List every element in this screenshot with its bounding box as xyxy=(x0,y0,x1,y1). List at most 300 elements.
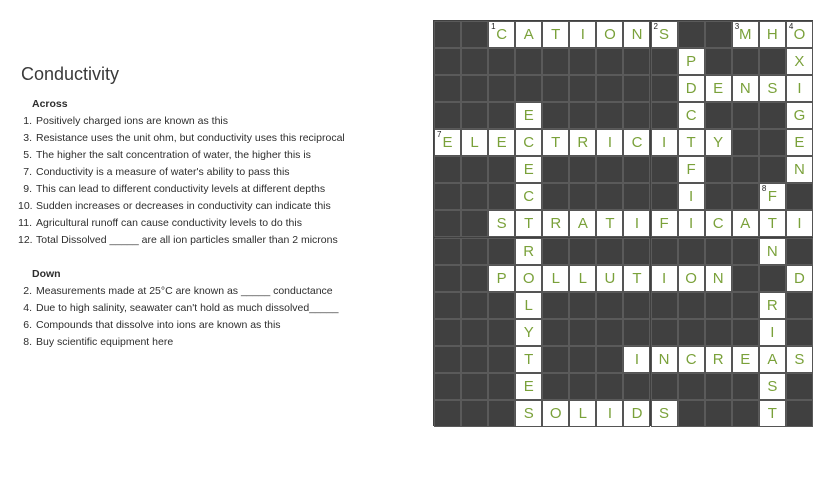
across-clue: 1. Positively charged ions are known as this xyxy=(23,115,229,127)
blocked-cell xyxy=(461,292,488,319)
blocked-cell xyxy=(434,210,461,237)
blocked-cell xyxy=(623,238,650,265)
letter-cell[interactable] xyxy=(786,21,813,48)
blocked-cell xyxy=(596,238,623,265)
cell-letter: O xyxy=(549,404,562,422)
letter-cell[interactable] xyxy=(596,129,623,156)
blocked-cell xyxy=(434,75,461,102)
blocked-cell xyxy=(651,292,678,319)
blocked-cell xyxy=(569,75,596,102)
cell-letter: I xyxy=(797,215,802,233)
blocked-cell xyxy=(569,373,596,400)
blocked-cell xyxy=(461,373,488,400)
letter-cell[interactable] xyxy=(759,373,786,400)
blocked-cell xyxy=(542,156,569,183)
blocked-cell xyxy=(732,265,759,292)
letter-cell[interactable] xyxy=(786,346,813,373)
letter-cell[interactable] xyxy=(569,210,596,237)
cell-letter: I xyxy=(797,80,802,98)
cell-letter: S xyxy=(659,26,670,43)
blocked-cell xyxy=(542,48,569,75)
cell-letter: E xyxy=(794,134,805,152)
blocked-cell xyxy=(488,75,515,102)
clue-number: 2 xyxy=(653,22,658,31)
clue-spacer xyxy=(18,249,418,266)
blocked-cell xyxy=(488,319,515,346)
blocked-cell xyxy=(434,373,461,400)
blocked-cell xyxy=(623,292,650,319)
cell-letter: E xyxy=(442,134,453,152)
letter-cell[interactable] xyxy=(786,102,813,129)
letter-cell[interactable] xyxy=(623,346,650,373)
blocked-cell xyxy=(461,238,488,265)
blocked-cell xyxy=(542,292,569,319)
cell-letter: I xyxy=(607,134,612,152)
letter-cell[interactable] xyxy=(678,75,705,102)
blocked-cell xyxy=(705,400,732,427)
cell-letter: N xyxy=(766,242,778,260)
letter-cell[interactable] xyxy=(759,210,786,237)
blocked-cell xyxy=(678,319,705,346)
cell-letter: A xyxy=(740,215,751,233)
blocked-cell xyxy=(786,400,813,427)
cell-letter: T xyxy=(686,134,696,152)
blocked-cell xyxy=(542,238,569,265)
blocked-cell xyxy=(732,373,759,400)
cell-letter: R xyxy=(523,242,535,260)
blocked-cell xyxy=(488,102,515,129)
letter-cell[interactable] xyxy=(515,373,542,400)
letter-cell[interactable] xyxy=(542,129,569,156)
letter-cell[interactable] xyxy=(759,292,786,319)
blocked-cell xyxy=(623,183,650,210)
cell-letter: R xyxy=(550,215,562,233)
blocked-cell xyxy=(759,48,786,75)
letter-cell[interactable] xyxy=(759,400,786,427)
letter-cell[interactable] xyxy=(786,210,813,237)
blocked-cell xyxy=(705,319,732,346)
letter-cell[interactable] xyxy=(678,346,705,373)
letter-cell[interactable] xyxy=(569,265,596,292)
blocked-cell xyxy=(542,75,569,102)
blocked-cell xyxy=(461,265,488,292)
blocked-cell xyxy=(786,373,813,400)
letter-cell[interactable] xyxy=(488,129,515,156)
cell-letter: L xyxy=(551,269,560,287)
cell-letter: C xyxy=(685,107,697,125)
letter-cell[interactable] xyxy=(678,183,705,210)
letter-cell[interactable] xyxy=(759,183,786,210)
clue-list xyxy=(18,96,418,351)
cell-letter: O xyxy=(793,26,806,43)
cell-letter: C xyxy=(523,134,535,152)
letter-cell[interactable] xyxy=(461,129,488,156)
cell-letter: T xyxy=(767,215,777,233)
blocked-cell xyxy=(786,238,813,265)
across-heading: Across xyxy=(32,98,68,110)
blocked-cell xyxy=(461,400,488,427)
blocked-cell xyxy=(434,156,461,183)
letter-cell[interactable] xyxy=(596,210,623,237)
blocked-cell xyxy=(732,238,759,265)
blocked-cell xyxy=(651,102,678,129)
blocked-cell xyxy=(705,156,732,183)
blocked-cell xyxy=(596,75,623,102)
blocked-cell xyxy=(434,238,461,265)
cell-letter: F xyxy=(767,188,777,206)
letter-cell[interactable] xyxy=(515,156,542,183)
cell-letter: I xyxy=(580,26,585,43)
across-clue: 11. Agricultural runoff can cause conductivity levels to do this xyxy=(18,217,302,229)
blocked-cell xyxy=(732,48,759,75)
cell-letter: I xyxy=(661,134,667,152)
letter-cell[interactable] xyxy=(705,75,732,102)
cell-letter: I xyxy=(689,188,694,206)
blocked-cell xyxy=(623,102,650,129)
clue-number: 3 xyxy=(734,22,740,31)
blocked-cell xyxy=(434,265,461,292)
cell-letter: T xyxy=(767,404,777,422)
cell-letter: O xyxy=(685,269,697,287)
cell-letter: L xyxy=(578,404,588,422)
cell-letter: F xyxy=(659,215,669,233)
letter-cell[interactable] xyxy=(569,400,596,427)
blocked-cell xyxy=(488,292,515,319)
letter-cell[interactable] xyxy=(705,129,732,156)
blocked-cell xyxy=(461,21,488,48)
cell-letter: I xyxy=(634,215,640,233)
cell-letter: G xyxy=(793,107,806,125)
blocked-cell xyxy=(569,156,596,183)
cell-letter: T xyxy=(605,215,615,233)
letter-cell[interactable] xyxy=(515,238,542,265)
cell-letter: T xyxy=(551,26,561,43)
cell-letter: P xyxy=(686,53,697,71)
letter-cell[interactable] xyxy=(651,210,678,237)
blocked-cell xyxy=(488,183,515,210)
blocked-cell xyxy=(434,346,461,373)
blocked-cell xyxy=(705,21,732,48)
across-clue: 5. The higher the salt concentration of water, the higher this is xyxy=(23,149,311,161)
down-clue: 6. Compounds that dissolve into ions are known as this xyxy=(23,319,281,331)
letter-cell[interactable] xyxy=(678,48,705,75)
blocked-cell xyxy=(515,48,542,75)
blocked-cell xyxy=(651,238,678,265)
letter-cell[interactable] xyxy=(515,129,542,156)
cell-letter: S xyxy=(767,377,778,395)
letter-cell[interactable] xyxy=(515,265,542,292)
blocked-cell xyxy=(542,183,569,210)
letter-cell[interactable] xyxy=(678,210,705,237)
across-clue: 12. Total Dissolved _____ are all ion particles smaller than 2 microns xyxy=(18,234,338,246)
blocked-cell xyxy=(542,373,569,400)
letter-cell[interactable] xyxy=(596,400,623,427)
blocked-cell xyxy=(596,373,623,400)
letter-cell[interactable] xyxy=(732,21,759,48)
blocked-cell xyxy=(569,183,596,210)
blocked-cell xyxy=(569,48,596,75)
blocked-cell xyxy=(461,48,488,75)
cell-letter: S xyxy=(523,404,534,422)
cell-letter: E xyxy=(523,377,534,395)
clue-number: 4 xyxy=(788,22,794,31)
cell-letter: E xyxy=(740,350,751,368)
across-clue: 7. Conductivity is a measure of water's ability to pass this xyxy=(23,166,290,178)
cell-letter: S xyxy=(659,404,670,422)
letter-cell[interactable] xyxy=(651,129,678,156)
blocked-cell xyxy=(705,102,732,129)
letter-cell[interactable] xyxy=(515,400,542,427)
letter-cell[interactable] xyxy=(515,102,542,129)
letter-cell[interactable] xyxy=(596,265,623,292)
blocked-cell xyxy=(542,102,569,129)
clue-number: 8 xyxy=(761,184,767,194)
blocked-cell xyxy=(461,75,488,102)
cell-letter: S xyxy=(767,80,778,98)
cell-letter: L xyxy=(470,134,479,152)
letter-cell[interactable] xyxy=(515,319,542,346)
blocked-cell xyxy=(434,400,461,427)
cell-letter: I xyxy=(634,350,640,368)
letter-cell[interactable] xyxy=(542,400,569,427)
blocked-cell xyxy=(434,21,461,48)
cell-letter: C xyxy=(712,215,724,233)
blocked-cell xyxy=(786,319,813,346)
letter-cell[interactable] xyxy=(623,21,650,48)
blocked-cell xyxy=(651,373,678,400)
letter-cell[interactable] xyxy=(705,265,732,292)
letter-cell[interactable] xyxy=(542,210,569,237)
blocked-cell xyxy=(461,183,488,210)
across-clue: 9. This can lead to different conductivity levels at different depths xyxy=(23,183,326,195)
cell-letter: N xyxy=(658,350,670,368)
blocked-cell xyxy=(732,292,759,319)
blocked-cell xyxy=(596,183,623,210)
down-clue: 2. Measurements made at 25°C are known as _____ conductance xyxy=(23,285,333,297)
cell-letter: A xyxy=(523,26,534,43)
blocked-cell xyxy=(515,75,542,102)
blocked-cell xyxy=(759,102,786,129)
blocked-cell xyxy=(488,156,515,183)
blocked-cell xyxy=(434,292,461,319)
cell-letter: R xyxy=(766,296,778,314)
letter-cell[interactable] xyxy=(678,265,705,292)
clue-number: 7 xyxy=(437,130,442,140)
cell-letter: T xyxy=(524,215,534,233)
letter-cell[interactable] xyxy=(488,210,515,237)
letter-cell[interactable] xyxy=(569,129,596,156)
letter-cell[interactable] xyxy=(596,21,623,48)
blocked-cell xyxy=(732,400,759,427)
blocked-cell xyxy=(651,319,678,346)
letter-cell[interactable] xyxy=(569,21,596,48)
blocked-cell xyxy=(678,21,705,48)
blocked-cell xyxy=(596,48,623,75)
letter-cell[interactable] xyxy=(678,129,705,156)
letter-cell[interactable] xyxy=(515,21,542,48)
blocked-cell xyxy=(488,238,515,265)
cell-letter: M xyxy=(739,26,752,43)
blocked-cell xyxy=(786,183,813,210)
blocked-cell xyxy=(623,319,650,346)
blocked-cell xyxy=(623,156,650,183)
cell-letter: T xyxy=(632,269,642,287)
letter-cell[interactable] xyxy=(705,210,732,237)
letter-cell[interactable] xyxy=(759,238,786,265)
blocked-cell xyxy=(623,48,650,75)
cell-letter: R xyxy=(577,134,589,152)
blocked-cell xyxy=(732,319,759,346)
letter-cell[interactable] xyxy=(759,21,786,48)
blocked-cell xyxy=(434,319,461,346)
letter-cell[interactable] xyxy=(623,210,650,237)
cell-letter: I xyxy=(689,215,694,233)
cell-letter: D xyxy=(631,404,643,422)
cell-letter: E xyxy=(523,161,534,179)
blocked-cell xyxy=(488,373,515,400)
blocked-cell xyxy=(705,238,732,265)
across-clue: 10. Sudden increases or decreases in conductivity can indicate this xyxy=(18,200,331,212)
letter-cell[interactable] xyxy=(488,265,515,292)
letter-cell[interactable] xyxy=(542,265,569,292)
letter-cell[interactable] xyxy=(678,156,705,183)
cell-letter: S xyxy=(794,350,805,368)
cell-letter: T xyxy=(524,350,534,368)
cell-letter: H xyxy=(766,26,778,43)
down-clue: 8. Buy scientific equipment here xyxy=(23,336,174,348)
letter-cell[interactable] xyxy=(651,265,678,292)
letter-cell[interactable] xyxy=(732,210,759,237)
blocked-cell xyxy=(678,400,705,427)
blocked-cell xyxy=(596,346,623,373)
blocked-cell xyxy=(488,48,515,75)
letter-cell[interactable] xyxy=(623,129,650,156)
letter-cell[interactable] xyxy=(623,265,650,292)
blocked-cell xyxy=(651,48,678,75)
letter-cell[interactable] xyxy=(732,346,759,373)
cell-letter: X xyxy=(794,53,805,71)
blocked-cell xyxy=(705,373,732,400)
blocked-cell xyxy=(488,400,515,427)
cell-letter: E xyxy=(713,80,724,98)
blocked-cell xyxy=(461,319,488,346)
blocked-cell xyxy=(542,319,569,346)
blocked-cell xyxy=(569,102,596,129)
blocked-cell xyxy=(705,183,732,210)
letter-cell[interactable] xyxy=(515,183,542,210)
blocked-cell xyxy=(596,319,623,346)
letter-cell[interactable] xyxy=(651,346,678,373)
cell-letter: O xyxy=(522,269,535,287)
letter-cell[interactable] xyxy=(434,129,461,156)
cell-letter: L xyxy=(524,296,533,314)
blocked-cell xyxy=(596,102,623,129)
letter-cell[interactable] xyxy=(759,346,786,373)
blocked-cell xyxy=(732,183,759,210)
blocked-cell xyxy=(732,129,759,156)
blocked-cell xyxy=(434,48,461,75)
cell-letter: I xyxy=(770,323,775,341)
cell-letter: A xyxy=(767,350,778,368)
cell-letter: A xyxy=(577,215,588,233)
blocked-cell xyxy=(461,210,488,237)
blocked-cell xyxy=(569,346,596,373)
cell-letter: E xyxy=(523,107,534,125)
cell-letter: P xyxy=(496,269,507,287)
blocked-cell xyxy=(623,75,650,102)
blocked-cell xyxy=(461,156,488,183)
cell-letter: D xyxy=(793,269,805,287)
letter-cell[interactable] xyxy=(515,346,542,373)
letter-cell[interactable] xyxy=(786,129,813,156)
blocked-cell xyxy=(623,373,650,400)
letter-cell[interactable] xyxy=(786,48,813,75)
blocked-cell xyxy=(732,102,759,129)
blocked-cell xyxy=(569,319,596,346)
cell-letter: C xyxy=(685,350,697,368)
blocked-cell xyxy=(759,129,786,156)
letter-cell[interactable] xyxy=(786,75,813,102)
letter-cell[interactable] xyxy=(732,75,759,102)
cell-letter: T xyxy=(551,134,561,152)
blocked-cell xyxy=(569,292,596,319)
cell-letter: C xyxy=(496,26,508,43)
letter-cell[interactable] xyxy=(515,292,542,319)
letter-cell[interactable] xyxy=(515,210,542,237)
blocked-cell xyxy=(569,238,596,265)
blocked-cell xyxy=(759,156,786,183)
blocked-cell xyxy=(488,346,515,373)
blocked-cell xyxy=(678,238,705,265)
letter-cell[interactable] xyxy=(651,21,678,48)
letter-cell[interactable] xyxy=(786,156,813,183)
cell-letter: U xyxy=(604,269,616,287)
letter-cell[interactable] xyxy=(786,265,813,292)
cell-letter: N xyxy=(793,161,805,179)
blocked-cell xyxy=(732,156,759,183)
cell-letter: L xyxy=(578,269,588,287)
letter-cell[interactable] xyxy=(678,102,705,129)
cell-letter: I xyxy=(607,404,612,422)
cell-letter: F xyxy=(686,161,696,179)
letter-cell[interactable] xyxy=(759,319,786,346)
blocked-cell xyxy=(705,292,732,319)
letter-cell[interactable] xyxy=(651,400,678,427)
letter-cell[interactable] xyxy=(759,75,786,102)
blocked-cell xyxy=(759,265,786,292)
cell-letter: D xyxy=(685,80,697,98)
blocked-cell xyxy=(596,292,623,319)
blocked-cell xyxy=(678,373,705,400)
cell-letter: Y xyxy=(713,134,724,152)
down-clue: 4. Due to high salinity, seawater can't hold as much dissolved_____ xyxy=(23,302,339,314)
blocked-cell xyxy=(434,102,461,129)
cell-letter: Y xyxy=(523,323,534,341)
letter-cell[interactable] xyxy=(623,400,650,427)
cell-letter: N xyxy=(631,26,643,43)
cell-letter: I xyxy=(661,269,667,287)
letter-cell[interactable] xyxy=(488,21,515,48)
clue-number: 1 xyxy=(491,22,496,31)
blocked-cell xyxy=(461,102,488,129)
cell-letter: R xyxy=(712,350,724,368)
letter-cell[interactable] xyxy=(542,21,569,48)
blocked-cell xyxy=(461,346,488,373)
blocked-cell xyxy=(651,183,678,210)
letter-cell[interactable] xyxy=(705,346,732,373)
cell-letter: N xyxy=(739,80,751,98)
cell-letter: C xyxy=(631,134,643,152)
